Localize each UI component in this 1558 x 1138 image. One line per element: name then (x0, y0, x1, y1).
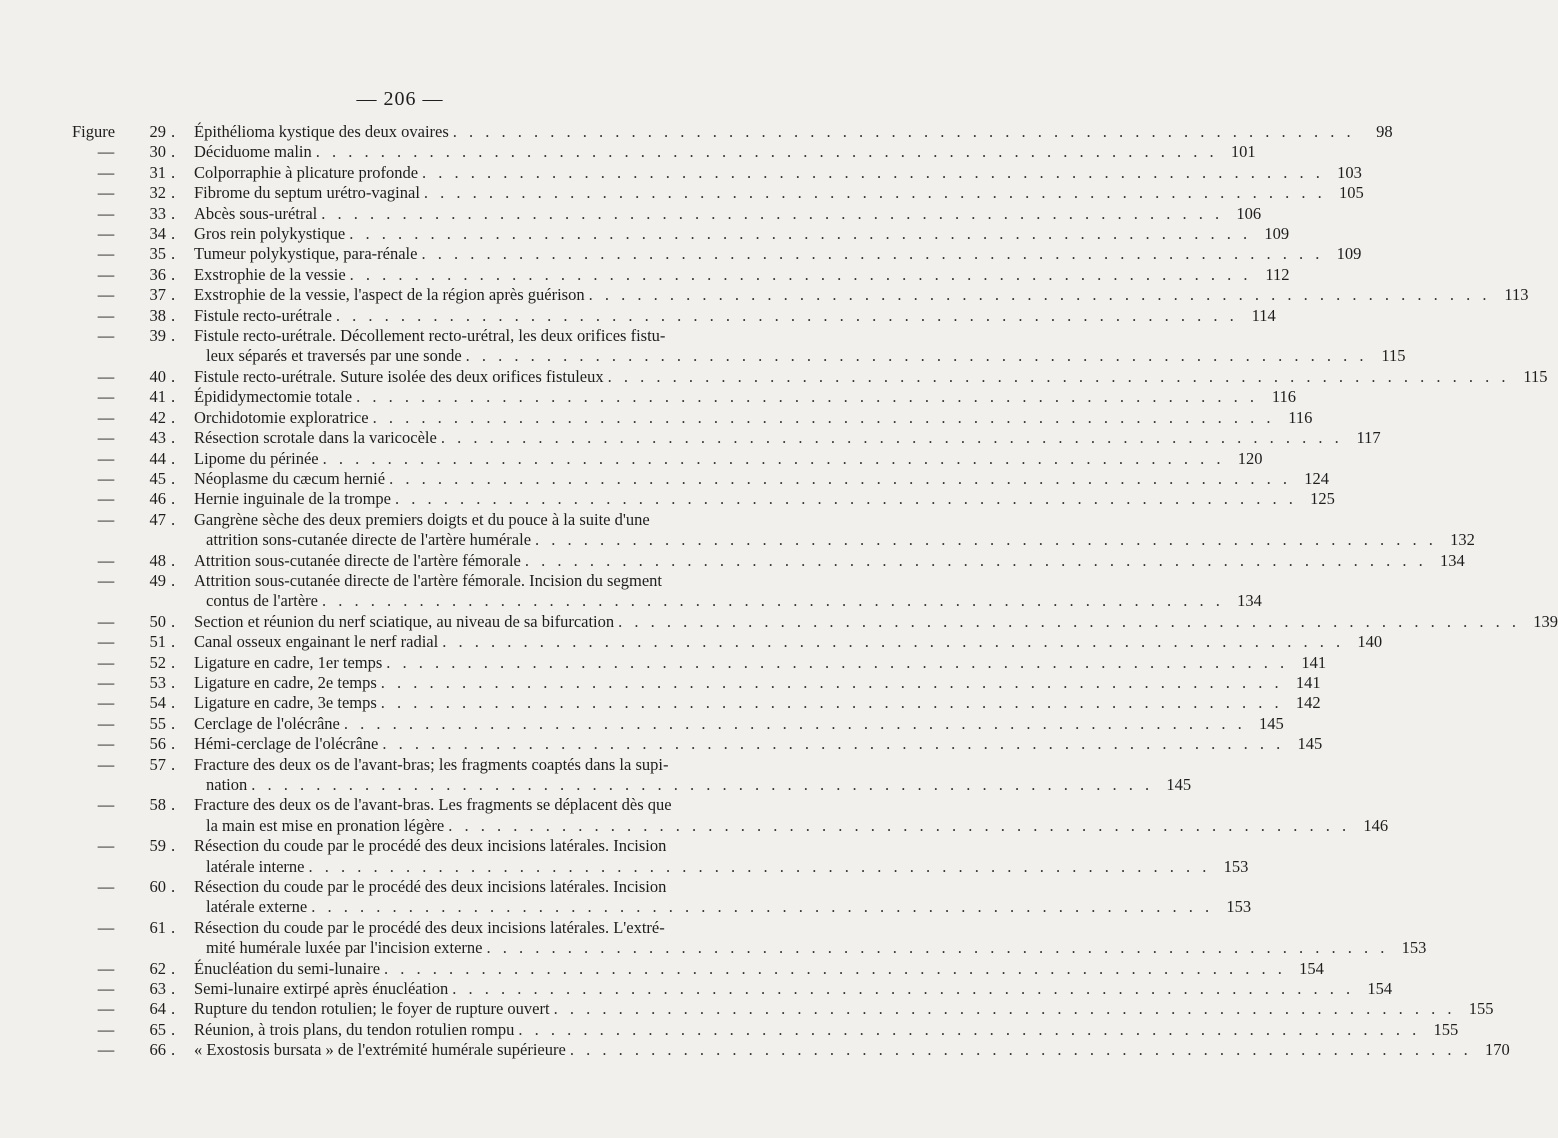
ditto-dash: — (97, 672, 115, 692)
figure-caption: Attrition sous-cutanée directe de l'artère fémorale (194, 550, 521, 570)
dot-leader: . . . . . . . . . . . . . . . . . . . . . . . . . . . . . . . . . . . . . . . . . . . . . . . . . . . . . . . . (440, 428, 1343, 448)
figure-entry (0, 877, 1252, 918)
figure-label: — 57 . (0, 755, 180, 775)
figure-caption: Déciduome malin (194, 142, 312, 162)
figure-number: 48 (149, 550, 166, 570)
figure-label: — 35 . (0, 244, 180, 264)
page-reference: 117 (1356, 428, 1381, 448)
page-reference: 139 (1533, 611, 1558, 631)
page-reference: 141 (1301, 652, 1327, 672)
page-reference: 109 (1336, 244, 1362, 264)
figure-entry (0, 1040, 1510, 1060)
figure-entry (0, 326, 1406, 367)
figure-label: — 46 . (0, 489, 180, 509)
page-reference: 113 (1504, 285, 1529, 305)
figure-entry (0, 1019, 1459, 1040)
figure-label: — 60 . (0, 877, 180, 897)
figure-caption: Épididymectomie totale (194, 387, 353, 407)
dot-leader: . . . . . . . . . . . . . . . . . . . . . . . . . . . . . . . . . . . . . . . . . . . . . . . . . . . . . . . . (448, 815, 1351, 835)
dot-leader: . . . . . . . . . . . . . . . . . . . . . . . . . . . . . . . . . . . . . . . . . . . . . . . . . . . . . . . . (343, 713, 1246, 733)
figure-caption: Ligature en cadre, 3e temps (194, 693, 377, 713)
ditto-dash: — (97, 1019, 115, 1039)
figure-caption: Exstrophie de la vessie, l'aspect de la région après guérison (194, 285, 585, 305)
figure-entry (0, 734, 1323, 754)
dot-leader: . . . . . . . . . . . . . . . . . . . . . . . . . . . . . . . . . . . . . . . . . . . . . . . . . . . . . . . . (380, 693, 1283, 713)
figure-entry (0, 224, 1290, 244)
figure-caption: Fibrome du septum urétro-vaginal (194, 183, 420, 203)
figure-label: — 48 . (0, 551, 180, 571)
figure-label: — 47 . (0, 510, 180, 530)
figure-number: 44 (149, 448, 166, 468)
figure-entry (0, 652, 1327, 673)
dot-leader: . . . . . . . . . . . . . . . . . . . . . . . . . . . . . . . . . . . . . . . . . . . . . . . . . . . . . . . . (553, 999, 1456, 1019)
figure-entry (0, 917, 1427, 959)
page-reference: 140 (1357, 632, 1383, 652)
figure-label: — 42 . (0, 408, 180, 428)
figure-entry (0, 672, 1321, 693)
ditto-dash: — (97, 366, 115, 386)
figure-number: 33 (149, 203, 166, 223)
figure-entry (0, 836, 1249, 877)
dot-leader: . . . . . . . . . . . . . . . . . . . . . . . . . . . . . . . . . . . . . . . . . . . . . . . . . . . . . . . . (421, 244, 1324, 264)
figure-caption: Résection du coude par le procédé des deux incisions latérales. L'extré- (194, 917, 665, 937)
dot-leader: . . . . . . . . . . . . . . . . . . . . . . . . . . . . . . . . . . . . . . . . . . . . . . . . . . . . . . . . (569, 1040, 1472, 1060)
ditto-dash: — (97, 734, 115, 754)
figure-entry (0, 428, 1381, 448)
figure-caption: Lipome du périnée (194, 448, 319, 468)
figure-caption: Hémi-cerclage de l'olécrâne (194, 734, 379, 754)
figure-label: — 66 . (0, 1040, 180, 1060)
ditto-dash: — (97, 305, 115, 325)
page-reference: 115 (1523, 366, 1548, 386)
page-reference: 145 (1166, 775, 1192, 794)
page-reference: 125 (1310, 489, 1335, 509)
figure-number: 57 (149, 754, 166, 774)
page-reference: 103 (1337, 162, 1362, 182)
figure-caption: Fracture des deux os de l'avant-bras. Les fragments se déplacent dès que (194, 795, 672, 815)
dot-leader: . . . . . . . . . . . . . . . . . . . . . . . . . . . . . . . . . . . . . . . . . . . . . . . . . . . . . . . . (535, 530, 1437, 550)
figure-caption: Épithélioma kystique des deux ovaires (194, 122, 449, 141)
figure-label: — 43 . (0, 428, 180, 448)
figure-label: — 56 . (0, 734, 180, 754)
figure-label: — 44 . (0, 449, 180, 469)
figure-number: 56 (149, 734, 166, 754)
figure-caption: Résection du coude par le procédé des deux incisions latérales. Incision (194, 877, 667, 897)
dot-leader: . . . . . . . . . . . . . . . . . . . . . . . . . . . . . . . . . . . . . . . . . . . . . . . . . . . . . . . . (389, 468, 1291, 488)
figure-number: 66 (149, 1040, 166, 1060)
page-reference: 153 (1226, 897, 1252, 917)
ditto-dash: — (97, 468, 115, 488)
figure-caption: Gros rein polykystique (194, 224, 346, 244)
figure-entry (0, 693, 1321, 713)
figure-entry (0, 632, 1383, 652)
figure-caption: Orchidotomie exploratrice (194, 407, 369, 427)
page-reference: 105 (1339, 183, 1364, 203)
figure-label: — 54 . (0, 693, 180, 713)
figure-number: 64 (149, 999, 166, 1019)
page-reference: 120 (1237, 448, 1263, 468)
figure-number: 54 (149, 693, 166, 713)
page-reference: 134 (1237, 591, 1262, 611)
figure-number: 39 (149, 326, 166, 346)
figure-caption: mité humérale luxée par l'incision externe (206, 938, 483, 958)
dot-leader: . . . . . . . . . . . . . . . . . . . . . . . . . . . . . . . . . . . . . . . . . . . . . . . . . . . . . . . . (442, 632, 1345, 652)
dot-leader: . . . . . . . . . . . . . . . . . . . . . . . . . . . . . . . . . . . . . . . . . . . . . . . . . . . . . . . . (322, 591, 1224, 611)
figure-number: 32 (149, 183, 166, 203)
dot-leader: . . . . . . . . . . . . . . . . . . . . . . . . . . . . . . . . . . . . . . . . . . . . . . . . . . . . . . . . (524, 550, 1427, 570)
ditto-dash: — (97, 611, 115, 631)
ditto-dash: — (97, 550, 115, 570)
dot-leader: . . . . . . . . . . . . . . . . . . . . . . . . . . . . . . . . . . . . . . . . . . . . . . . . . . . . . . . . (311, 897, 1214, 917)
figure-number: 43 (149, 428, 166, 448)
page-reference: 153 (1401, 938, 1427, 958)
figure-caption: Hernie inguinale de la trompe (194, 489, 392, 509)
figure-entry (0, 366, 1548, 387)
figure-number: 63 (149, 979, 166, 999)
figure-number: 45 (149, 468, 166, 488)
ditto-dash: — (97, 509, 115, 529)
figure-number: 29 (149, 122, 166, 141)
dot-leader: . . . . . . . . . . . . . . . . . . . . . . . . . . . . . . . . . . . . . . . . . . . . . . . . . . . . . . . . (422, 162, 1324, 182)
figure-entry (0, 162, 1362, 183)
figure-entry (0, 387, 1296, 407)
ditto-dash: — (97, 387, 115, 407)
figure-number: 42 (149, 407, 166, 427)
figure-number: 46 (149, 489, 166, 509)
figure-label: — 61 . (0, 918, 180, 938)
figure-number: 34 (149, 224, 166, 244)
ditto-dash: — (97, 489, 115, 509)
ditto-dash: — (97, 448, 115, 468)
figure-entry (0, 754, 1192, 796)
figure-entry (0, 264, 1290, 285)
figure-caption: Rupture du tendon rotulien; le foyer de rupture ouvert (194, 999, 550, 1019)
figure-label: — 37 . (0, 285, 180, 305)
figure-number: 53 (149, 672, 166, 692)
page-reference: 101 (1230, 142, 1256, 162)
ditto-dash: — (97, 754, 115, 774)
ditto-dash: — (97, 326, 115, 346)
figure-entry (0, 509, 1475, 551)
ditto-dash: — (97, 183, 115, 203)
dot-leader: . . . . . . . . . . . . . . . . . . . . . . . . . . . . . . . . . . . . . . . . . . . . . . . . . . . . . . . . (465, 346, 1368, 366)
figure-entry (0, 448, 1263, 469)
figure-caption: Ligature en cadre, 2e temps (194, 672, 377, 692)
figure-caption: Tumeur polykystique, para-rénale (194, 244, 418, 264)
figure-label: — 34 . (0, 224, 180, 244)
figure-number: 35 (149, 244, 166, 264)
page-reference: 114 (1251, 305, 1276, 325)
figure-entry (0, 285, 1529, 305)
page-reference: 116 (1271, 387, 1296, 407)
ditto-dash: — (97, 632, 115, 652)
figure-caption: latérale externe (206, 897, 308, 917)
figure-caption: Résection du coude par le procédé des deux incisions latérales. Incision (194, 836, 667, 856)
ditto-dash: — (97, 264, 115, 284)
figure-label: — 41 . (0, 387, 180, 407)
ditto-dash: — (97, 1040, 115, 1060)
ditto-dash: — (97, 836, 115, 856)
figure-entry (0, 550, 1465, 571)
figure-caption: Fracture des deux os de l'avant-bras; les fragments coaptés dans la supi- (194, 754, 669, 774)
figure-word: Figure (72, 122, 116, 141)
dot-leader: . . . . . . . . . . . . . . . . . . . . . . . . . . . . . . . . . . . . . . . . . . . . . . . . . . . . . . . . (452, 122, 1355, 141)
figure-caption: Fistule recto-urétrale. Suture isolée des deux orifices fistuleux (194, 366, 604, 386)
figure-number: 49 (149, 570, 166, 590)
dot-leader: . . . . . . . . . . . . . . . . . . . . . . . . . . . . . . . . . . . . . . . . . . . . . . . . . . . . . . . . (356, 387, 1258, 407)
figure-caption: Ligature en cadre, 1er temps (194, 652, 383, 672)
figure-label: — 50 . (0, 612, 180, 632)
figure-label: — 49 . (0, 571, 180, 591)
ditto-dash: — (97, 917, 115, 937)
figure-entry (0, 489, 1335, 509)
figure-entry (0, 203, 1262, 224)
figure-number: 36 (149, 264, 166, 284)
figure-caption: la main est mise en pronation légère (206, 815, 445, 835)
figure-label: — 32 . (0, 183, 180, 203)
figure-label: — 59 . (0, 836, 180, 856)
ditto-dash: — (97, 979, 115, 999)
figure-caption: Exstrophie de la vessie (194, 264, 346, 284)
figure-label: — 52 . (0, 653, 180, 673)
page-reference: 155 (1433, 1019, 1459, 1039)
dot-leader: . . . . . . . . . . . . . . . . . . . . . . . . . . . . . . . . . . . . . . . . . . . . . . . . . . . . . . . . (607, 366, 1510, 386)
figure-number: 62 (149, 958, 166, 978)
figure-label: — 53 . (0, 673, 180, 693)
figure-label: — 65 . (0, 1020, 180, 1040)
dot-leader: . . . . . . . . . . . . . . . . . . . . . . . . . . . . . . . . . . . . . . . . . . . . . . . . . . . . . . . . (322, 448, 1225, 468)
figure-caption: attrition sons-cutanée directe de l'artère humérale (206, 530, 532, 550)
ditto-dash: — (97, 999, 115, 1019)
figure-number: 50 (149, 611, 166, 631)
ditto-dash: — (97, 428, 115, 448)
figure-list (0, 122, 1558, 1061)
dot-leader: . . . . . . . . . . . . . . . . . . . . . . . . . . . . . . . . . . . . . . . . . . . . . . . . . . . . . . . . (452, 979, 1355, 999)
page-reference: 153 (1223, 856, 1249, 876)
dot-leader: . . . . . . . . . . . . . . . . . . . . . . . . . . . . . . . . . . . . . . . . . . . . . . . . . . . . . . . . (349, 224, 1252, 244)
ditto-dash: — (97, 877, 115, 897)
figure-caption: Fistule recto-urétrale. Décollement recto-urétral, les deux orifices fistu- (194, 326, 666, 346)
figure-label: — 45 . (0, 469, 180, 489)
figure-number: 31 (149, 162, 166, 182)
page-reference: 141 (1295, 672, 1321, 692)
figure-caption: Colporraphie à plicature profonde (194, 162, 419, 182)
figure-entry (0, 468, 1329, 489)
figure-caption: « Exostosis bursata » de l'extrémité humérale supérieure (194, 1040, 566, 1060)
dot-leader: . . . . . . . . . . . . . . . . . . . . . . . . . . . . . . . . . . . . . . . . . . . . . . . . . . . . . . . . (349, 264, 1252, 284)
page-reference: 132 (1450, 530, 1475, 550)
figure-entry (0, 122, 1393, 142)
ditto-dash: — (97, 162, 115, 182)
dot-leader: . . . . . . . . . . . . . . . . . . . . . . . . . . . . . . . . . . . . . . . . . . . . . . . . . . . . . . . . (315, 142, 1218, 162)
page-reference: 106 (1236, 203, 1262, 223)
figure-number: 51 (149, 632, 166, 652)
figure-number: 38 (149, 305, 166, 325)
figure-caption: Canal osseux engainant le nerf radial (194, 632, 439, 652)
figure-number: 58 (149, 795, 166, 815)
figure-entry (0, 795, 1389, 836)
dot-leader: . . . . . . . . . . . . . . . . . . . . . . . . . . . . . . . . . . . . . . . . . . . . . . . . . . . . . . . . (486, 938, 1389, 958)
figure-entry (0, 407, 1313, 428)
dot-leader: . . . . . . . . . . . . . . . . . . . . . . . . . . . . . . . . . . . . . . . . . . . . . . . . . . . . . . . . (335, 305, 1238, 325)
ditto-dash: — (97, 285, 115, 305)
figure-label: — 36 . (0, 265, 180, 285)
ditto-dash: — (97, 795, 115, 815)
figure-label: Figure 29 . (72, 122, 176, 141)
page-reference: 145 (1259, 713, 1284, 733)
figure-entry (0, 713, 1284, 734)
ditto-dash: — (97, 244, 115, 264)
figure-number: 47 (149, 509, 166, 529)
figure-number: 37 (149, 285, 166, 305)
figure-label: — 63 . (0, 979, 180, 999)
dot-leader: . . . . . . . . . . . . . . . . . . . . . . . . . . . . . . . . . . . . . . . . . . . . . . . . . . . . . . . . (395, 489, 1297, 509)
figure-caption: Cerclage de l'olécrâne (194, 713, 340, 733)
figure-label: — 39 . (0, 326, 180, 346)
figure-number: 61 (149, 917, 166, 937)
figure-entry (0, 305, 1276, 326)
figure-entry (0, 958, 1324, 979)
figure-caption: Semi-lunaire extirpé après énucléation (194, 979, 449, 999)
figure-caption: Abcès sous-urétral (194, 203, 318, 223)
dot-leader: . . . . . . . . . . . . . . . . . . . . . . . . . . . . . . . . . . . . . . . . . . . . . . . . . . . . . . . . (386, 652, 1289, 672)
figure-caption: Réunion, à trois plans, du tendon rotulien rompu (194, 1019, 515, 1039)
figure-label: — 55 . (0, 714, 180, 734)
dot-leader: . . . . . . . . . . . . . . . . . . . . . . . . . . . . . . . . . . . . . . . . . . . . . . . . . . . . . . . . (382, 734, 1285, 754)
figure-number: 55 (149, 713, 166, 733)
figure-entry (0, 999, 1494, 1019)
ditto-dash: — (97, 652, 115, 672)
ditto-dash: — (97, 693, 115, 713)
dot-leader: . . . . . . . . . . . . . . . . . . . . . . . . . . . . . . . . . . . . . . . . . . . . . . . . . . . . . . . . (380, 672, 1283, 692)
figure-entry (0, 979, 1393, 999)
figure-number: 59 (149, 836, 166, 856)
dot-leader: . . . . . . . . . . . . . . . . . . . . . . . . . . . . . . . . . . . . . . . . . . . . . . . . . . . . . . . . (384, 958, 1286, 978)
figure-caption: nation (206, 775, 248, 794)
figure-label: — 40 . (0, 367, 180, 387)
figure-label: — 38 . (0, 306, 180, 326)
figure-entry (0, 611, 1558, 632)
dot-leader: . . . . . . . . . . . . . . . . . . . . . . . . . . . . . . . . . . . . . . . . . . . . . . . . . . . . . . . . (618, 611, 1521, 631)
figure-label: — 30 . (0, 142, 180, 162)
page-reference: 170 (1484, 1040, 1510, 1060)
page-reference: 116 (1288, 407, 1313, 427)
figure-entry (0, 142, 1256, 162)
ditto-dash: — (97, 713, 115, 733)
ditto-dash: — (97, 407, 115, 427)
figure-number: 41 (149, 387, 166, 407)
figure-entry (0, 570, 1262, 612)
dot-leader: . . . . . . . . . . . . . . . . . . . . . . . . . . . . . . . . . . . . . . . . . . . . . . . . . . . . . . . . (588, 285, 1491, 305)
figure-label: — 62 . (0, 959, 180, 979)
figure-caption: leux séparés et traversés par une sonde (206, 346, 462, 366)
dot-leader: . . . . . . . . . . . . . . . . . . . . . . . . . . . . . . . . . . . . . . . . . . . . . . . . . . . . . . . . (308, 856, 1211, 876)
page-number: — 206 — (356, 88, 444, 110)
page-reference: 124 (1304, 468, 1329, 488)
figure-label: — 51 . (0, 632, 180, 652)
ditto-dash: — (97, 570, 115, 590)
figure-number: 60 (149, 877, 166, 897)
page-reference: 98 (1376, 122, 1393, 141)
figure-caption: Énucléation du semi-lunaire (194, 958, 381, 978)
figure-number: 30 (149, 142, 166, 162)
figure-caption: latérale interne (206, 856, 305, 876)
figure-number: 40 (149, 366, 166, 386)
dot-leader: . . . . . . . . . . . . . . . . . . . . . . . . . . . . . . . . . . . . . . . . . . . . . . . . . . . . . . . . (423, 183, 1326, 203)
page-reference: 154 (1367, 979, 1393, 999)
figure-caption: Section et réunion du nerf sciatique, au niveau de sa bifurcation (194, 611, 615, 631)
page-reference: 142 (1295, 693, 1321, 713)
page-reference: 145 (1297, 734, 1323, 754)
figure-label: — 33 . (0, 204, 180, 224)
ditto-dash: — (97, 142, 115, 162)
dot-leader: . . . . . . . . . . . . . . . . . . . . . . . . . . . . . . . . . . . . . . . . . . . . . . . . . . . . . . . . (518, 1019, 1421, 1039)
figure-number: 65 (149, 1019, 166, 1039)
figure-label: — 64 . (0, 999, 180, 1019)
dot-leader: . . . . . . . . . . . . . . . . . . . . . . . . . . . . . . . . . . . . . . . . . . . . . . . . . . . . . . . . (251, 775, 1154, 794)
page-reference: 112 (1265, 264, 1290, 284)
page-reference: 155 (1468, 999, 1494, 1019)
page-reference: 134 (1439, 550, 1465, 570)
figure-entry (0, 183, 1364, 203)
page-reference: 146 (1363, 815, 1389, 835)
page-reference: 115 (1381, 346, 1406, 366)
ditto-dash: — (97, 203, 115, 223)
page-reference: 154 (1299, 958, 1324, 978)
figure-caption: contus de l'artère (206, 591, 319, 611)
ditto-dash: — (97, 224, 115, 244)
figure-caption: Attrition sous-cutanée directe de l'artère fémorale. Incision du segment (194, 570, 663, 590)
figure-caption: Résection scrotale dans la varicocèle (194, 428, 437, 448)
figure-label: — 58 . (0, 795, 180, 815)
ditto-dash: — (97, 958, 115, 978)
page-reference: 109 (1264, 224, 1290, 244)
figure-caption: Fistule recto-urétrale (194, 305, 332, 325)
figure-number: 52 (149, 652, 166, 672)
figure-caption: Gangrène sèche des deux premiers doigts et du pouce à la suite d'une (194, 509, 650, 529)
figure-entry (0, 244, 1362, 264)
figure-caption: Néoplasme du cæcum hernié (194, 468, 386, 488)
figure-label: — 31 . (0, 163, 180, 183)
dot-leader: . . . . . . . . . . . . . . . . . . . . . . . . . . . . . . . . . . . . . . . . . . . . . . . . . . . . . . . . (321, 203, 1224, 223)
dot-leader: . . . . . . . . . . . . . . . . . . . . . . . . . . . . . . . . . . . . . . . . . . . . . . . . . . . . . . . . (372, 407, 1275, 427)
